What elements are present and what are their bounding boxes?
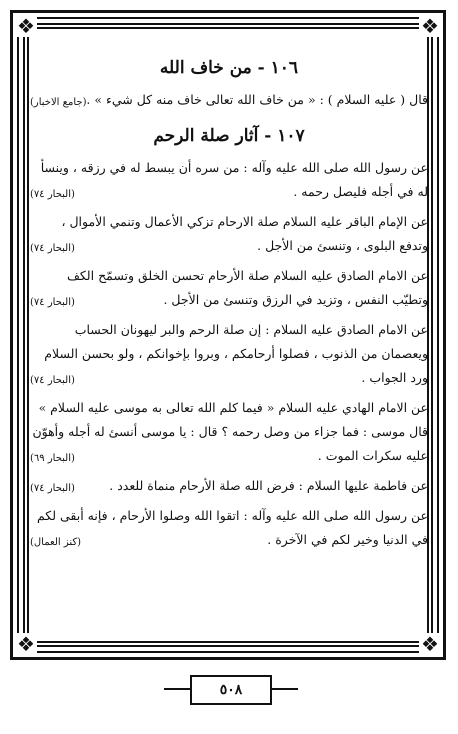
hadith-block <box>30 210 428 258</box>
hadith-source: (البحار ٧٤) <box>30 243 75 254</box>
hadith-source: (كنز العمال) <box>30 537 82 548</box>
hadith-text: عن الامام الصادق عليه السلام : إن صلة الرحم والبر ليهونان الحساب ويعصمان من الذنوب ، فصلوا أرحامكم ، وبروا بإخوانكم ، ولو بحسن السلام ورد الجواب . <box>44 322 428 385</box>
corner-ornament-icon: ❖ <box>419 633 441 655</box>
hadith-block <box>30 318 428 390</box>
hadith-text: عن رسول الله صلى الله عليه وآله : اتقوا الله وصلوا الأرحام ، فإنه أبقى لكم في الدنيا وخير لكم في الآخرة . <box>36 508 428 547</box>
hadith-block <box>30 504 428 552</box>
corner-ornament-icon: ❖ <box>419 15 441 37</box>
hadith-block <box>30 396 428 468</box>
section-heading: ١٠٦ - من خاف الله <box>159 58 299 78</box>
hadith-block <box>30 474 428 498</box>
hadith-source: (البحار ٧٤) <box>30 483 75 494</box>
hadith-block <box>30 264 428 312</box>
hadith-source: (البحار ٧٤) <box>30 297 75 308</box>
page-content <box>30 58 428 558</box>
hadith-source: (البحار ٦٩) <box>30 453 75 464</box>
hadith-source: (جامع الاخبار) <box>30 97 87 108</box>
corner-ornament-icon: ❖ <box>15 633 37 655</box>
hadith-source: (البحار ٧٤) <box>30 189 75 200</box>
hadith-text: عن فاطمة عليها السلام : فرض الله صلة الأرحام منماة للعدد . <box>109 478 428 493</box>
hadith-text: عن الإمام الباقر عليه السلام صلة الارحام تزكي الأعمال وتنمي الأموال ، وتدفع البلوى ، وتنسئ من الأجل . <box>61 214 428 253</box>
hadith-text: عن الامام الصادق عليه السلام صلة الأرحام تحسن الخلق وتسمّح الكف وتطيّب النفس ، وتزيد في الرزق وتنسئ من الأجل . <box>66 268 428 307</box>
hadith-text: عن الامام الهادي عليه السلام « فيما كلم الله تعالى به موسى عليه السلام » قال موسى : فما جزاء من وصل رحمه ؟ قال : يا موسى أنسئ له أجله وأهوّن عليه سكرات الموت . <box>32 400 428 463</box>
hadith-source: (البحار ٧٤) <box>30 375 75 386</box>
hadith-text: عن رسول الله صلى الله عليه وآله : من سره أن يبسط له في رزقه ، وينسأ له في أجله فليصل رحمه . <box>40 160 428 199</box>
section-heading: ١٠٧ - آثار صلة الرحم <box>153 126 305 146</box>
hadith-block <box>30 88 428 112</box>
hadith-block <box>30 156 428 204</box>
corner-ornament-icon: ❖ <box>15 15 37 37</box>
hadith-text: قال ( عليه السلام ) : « من خاف الله تعالى خاف منه كل شيء » . <box>86 92 428 107</box>
page-number: ٥٠٨ <box>190 675 272 705</box>
